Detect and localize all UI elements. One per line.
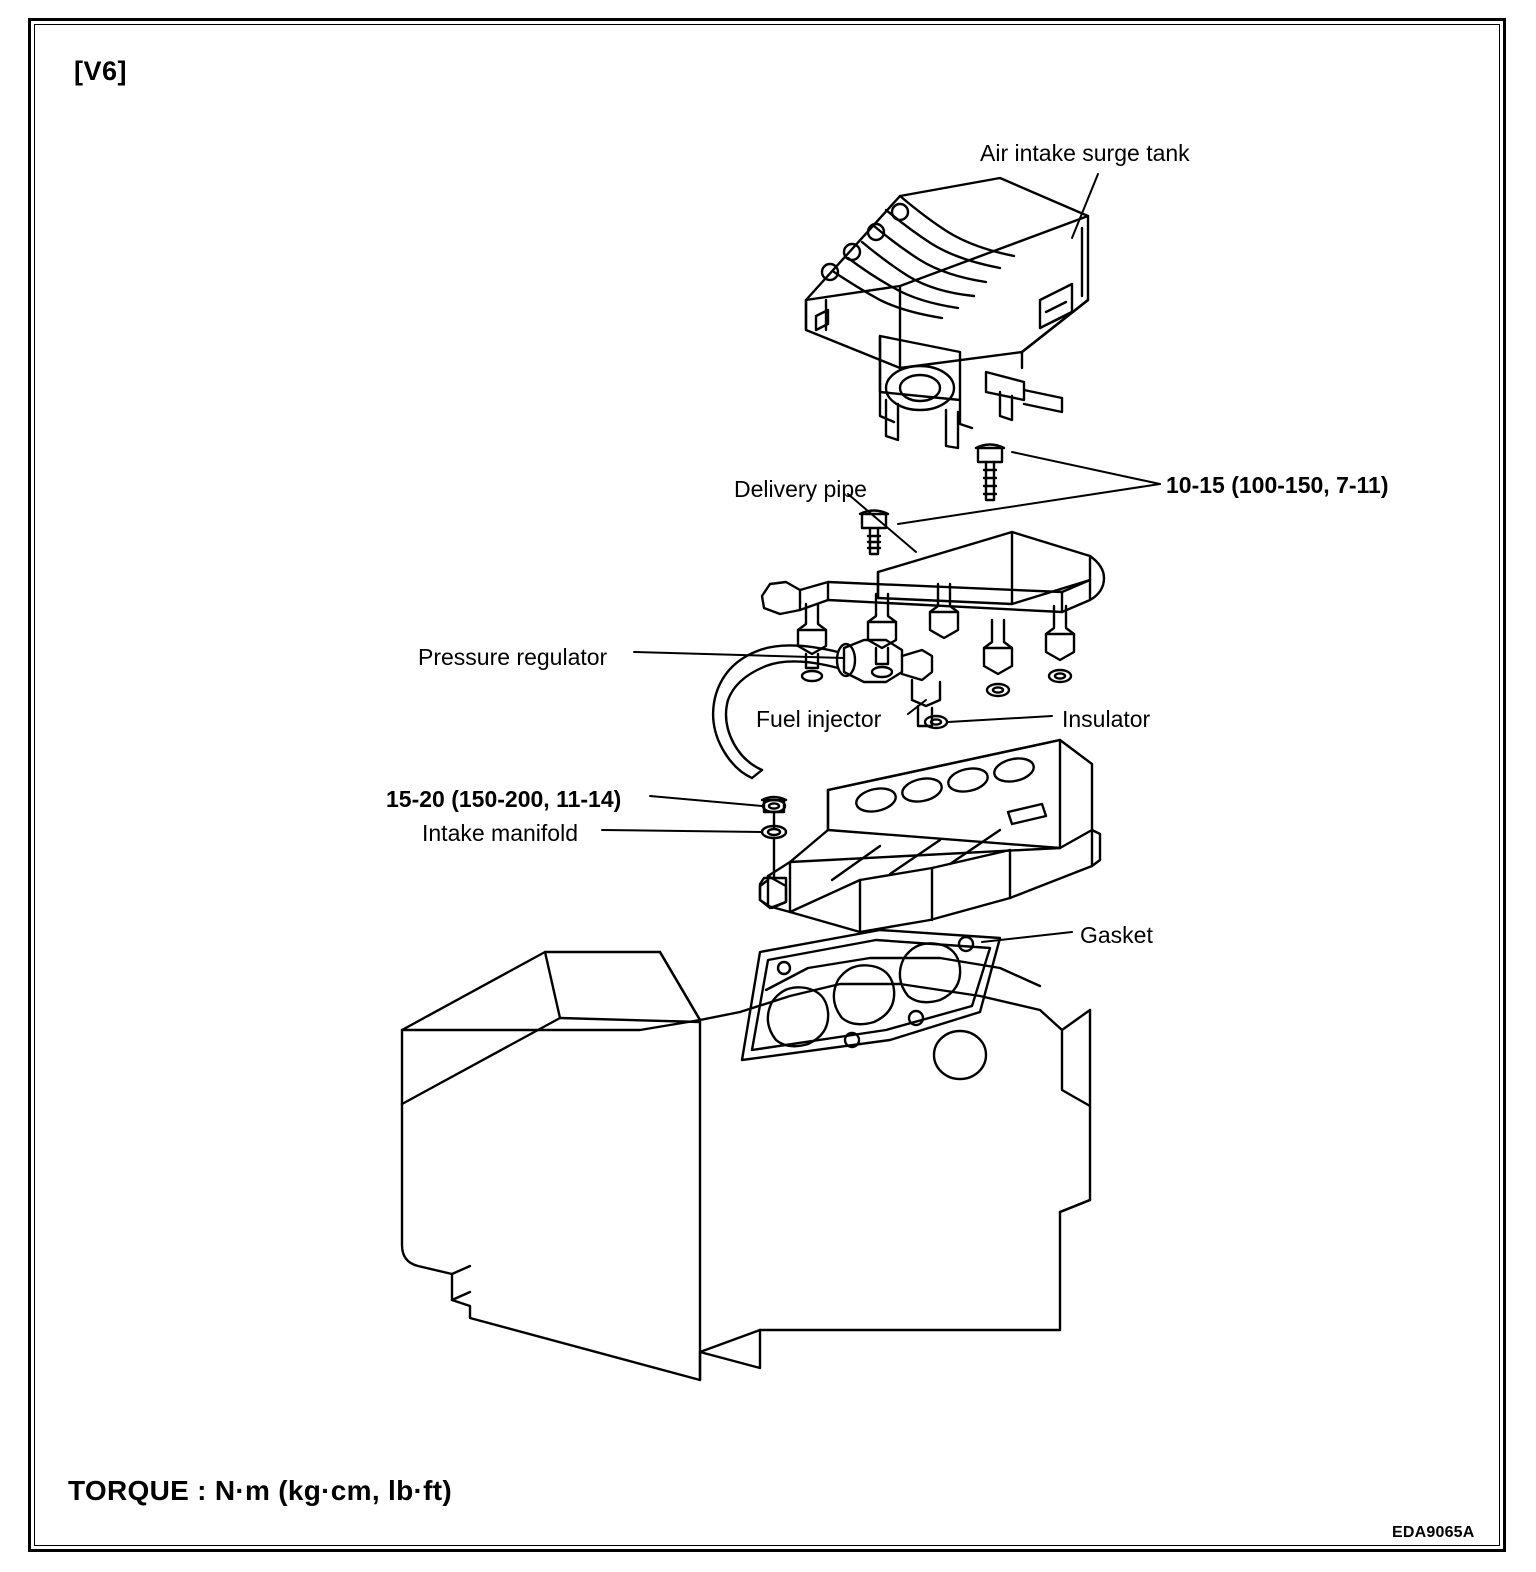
callout-torque-10-15: 10-15 (100-150, 7-11) <box>1166 472 1389 498</box>
callout-fuel-injector: Fuel injector <box>756 706 882 732</box>
variant-label: [V6] <box>74 56 128 86</box>
torque-units-note: TORQUE : N·m (kg·cm, lb·ft) <box>68 1475 453 1506</box>
figure-code: EDA9065A <box>1392 1524 1475 1541</box>
callout-insulator: Insulator <box>1062 706 1151 732</box>
callout-air-intake-surge-tank: Air intake surge tank <box>980 140 1190 166</box>
callout-torque-15-20: 15-20 (150-200, 11-14) <box>386 786 622 812</box>
figure-inner-border <box>34 24 1500 1546</box>
callout-delivery-pipe: Delivery pipe <box>734 476 867 502</box>
callout-intake-manifold: Intake manifold <box>422 820 578 846</box>
callout-pressure-regulator: Pressure regulator <box>418 644 608 670</box>
callout-gasket: Gasket <box>1080 922 1153 948</box>
